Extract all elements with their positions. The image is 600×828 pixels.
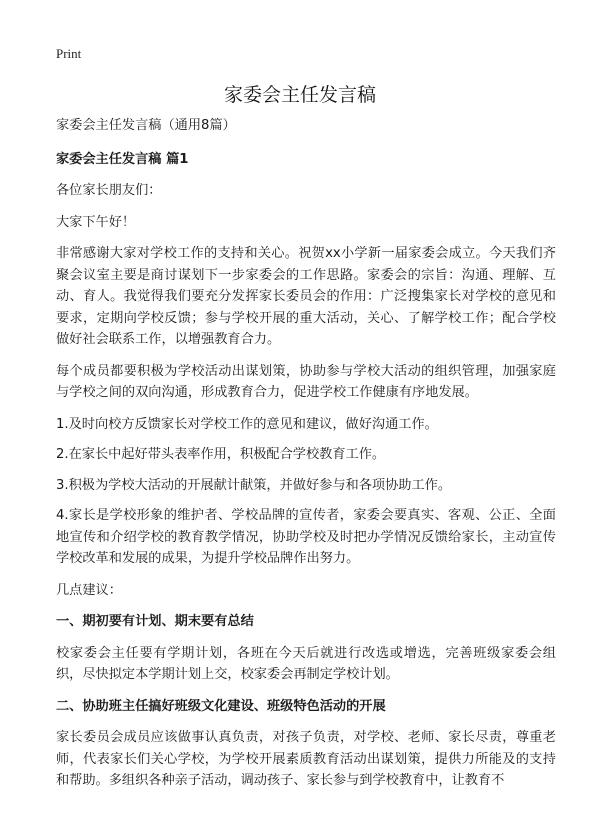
paragraph: 校家委会主任要有学期计划，各班在今天后就进行改选或增选，完善班级家委会组织，尽快拟定本学期计划上交，校家委会再制定学校计划。 <box>56 645 556 682</box>
greeting-line: 各位家长朋友们： <box>56 183 162 198</box>
paragraph: 非常感谢大家对学校工作的支持和关心。祝贺xx小学新一届家委会成立。今天我们齐聚会议室主要是商讨谋划下一步家委会的工作思路。家委会的宗旨：沟通、理解、互动、育人。我觉得我们要充分发挥家长委员会的作用：广泛搜集家长对学校的意见和要求，定期向学校反馈；参与学校开展的重大活动，关心、了解学校工作；配合学校做好社会联系工作，以增强教育合力。 <box>56 246 556 347</box>
suggestion-heading: 一、期初要有计划、期末要有总结 <box>56 614 254 629</box>
suggestion-heading: 二、协助班主任搞好班级文化建设、班级特色活动的开展 <box>56 698 386 714</box>
list-item: 2.在家长中起好带头表率作用，积极配合学校教育工作。 <box>56 447 386 462</box>
print-label: Print <box>56 46 82 61</box>
paragraph: 家长委员会成员应该做事认真负责，对孩子负责，对学校、老师、家长尽责，尊重老师，代表家长们关心学校，为学校开展素质教育活动出谋划策，提供力所能及的支持和帮助。多组织各种亲子活动，调动孩子、家长参与到学校教育中，让教育不 <box>56 730 556 788</box>
document-subtitle: 家委会主任发言稿（通用8篇） <box>56 118 236 133</box>
page-title: 家委会主任发言稿 <box>223 84 376 106</box>
list-item: 1.及时向校方反馈家长对学校工作的意见和建议，做好沟通工作。 <box>56 416 438 432</box>
paragraph: 每个成员都要积极为学校活动出谋划策，协助参与学校大活动的组织管理，加强家庭与学校之间的双向沟通，形成教育合力，促进学校工作健康有序地发展。 <box>56 363 556 400</box>
greeting-line: 大家下午好！ <box>56 214 136 230</box>
list-item: 4.家长是学校形象的维护者、学校品牌的宣传者，家委会要真实、客观、公正、全面地宣传和介绍学校的教育教学情况，协助学校及时把办学情况反馈给家长，主动宣传学校改革和发展的成果，为提升学校品牌作出努力。 <box>56 508 556 566</box>
section-heading: 家委会主任发言稿 篇1 <box>56 151 189 167</box>
document-body <box>56 115 556 802</box>
suggestions-intro: 几点建议： <box>56 582 122 598</box>
list-item: 3.积极为学校大活动的开展献计献策，并做好参与和各项协助工作。 <box>56 477 452 493</box>
